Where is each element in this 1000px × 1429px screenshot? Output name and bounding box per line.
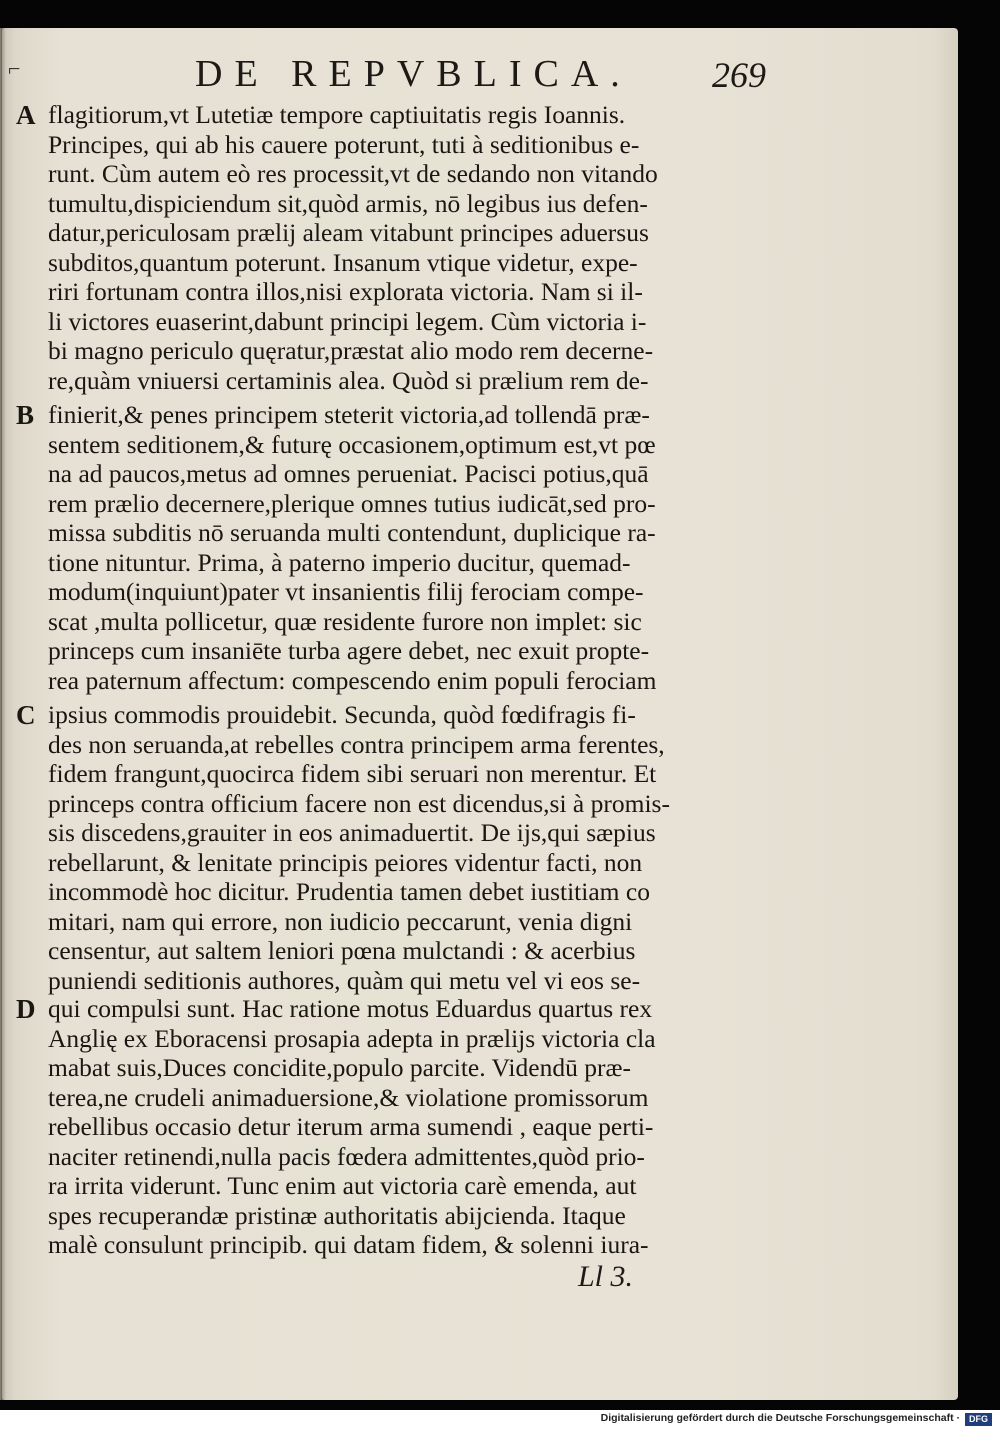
text-line: ipsius commodis prouidebit. Secunda, quòd fœdifragis fi- xyxy=(48,700,636,729)
dfg-logo: DFG xyxy=(965,1413,992,1426)
text-line: puniendi seditionis authores, quàm qui metu vel vi eos se- xyxy=(48,965,641,995)
text-line: runt. Cùm autem eò res processit,vt de sedando non vitando xyxy=(48,159,658,188)
text-line: subditos,quantum poterunt. Insanum vtique videtur, expe- xyxy=(48,247,638,277)
text-line: terea,ne crudeli animaduersione,& violatione promissorum xyxy=(48,1082,649,1112)
text-line: mitari, nam qui errore, non iudicio peccarunt, venia digni xyxy=(48,906,633,936)
text-line: Principes, qui ab his cauere poterunt, tuti à seditionibus e- xyxy=(48,129,640,159)
funding-credit: Digitalisierung gefördert durch die Deutsche Forschungsgemeinschaft · xyxy=(600,1412,960,1424)
text-line: spes recuperandæ pristinæ authoritatis abijcienda. Itaque xyxy=(48,1200,626,1230)
margin-marker-d: D xyxy=(16,994,36,1024)
text-line: censentur, aut saltem leniori pœna mulctandi : & acerbius xyxy=(48,936,636,965)
page-number: 269 xyxy=(712,55,766,95)
text-line: re,quàm vniuersi certaminis alea. Quòd si prælium rem de- xyxy=(48,365,649,395)
text-line: Anglię ex Eboracensi prosapia adepta in prælijs victoria cla xyxy=(48,1023,656,1053)
text-line: modum(inquiunt)pater vt insanientis filij ferociam compe- xyxy=(48,577,644,606)
corner-mark: ⌐ xyxy=(8,56,21,81)
text-line: rea paternum affectum: compescendo enim populi ferociam xyxy=(48,665,657,695)
footer-bar xyxy=(0,1410,1000,1429)
text-line: incommodè hoc dicitur. Prudentia tamen debet iustitiam co xyxy=(48,877,650,906)
text-line: riri fortunam contra illos,nisi explorata victoria. Nam si il- xyxy=(48,277,643,306)
margin-marker-a: A xyxy=(16,100,36,130)
text-line: qui compulsi sunt. Hac ratione motus Eduardus quartus rex xyxy=(48,994,653,1023)
text-line: li victores euaserint,dabunt principi legem. Cùm victoria i- xyxy=(48,306,647,336)
text-line: missa subditis nō seruanda multi contendunt, duplicique ra- xyxy=(48,518,656,547)
text-line: datur,periculosam prælij aleam vitabunt principes aduersus xyxy=(48,218,649,247)
text-line: princeps cum insaniēte turba agere debet, nec exuit propte- xyxy=(48,636,650,665)
text-line: rem prælio decernere,plerique omnes tutius iudicāt,sed pro- xyxy=(48,488,656,518)
page-edge-shadow xyxy=(0,28,6,1400)
text-line: naciter retinendi,nulla pacis fœdera admittentes,quòd prio- xyxy=(48,1141,645,1171)
text-line: finierit,& penes principem steterit victoria,ad tollendā præ- xyxy=(48,400,650,429)
text-line: sis discedens,grauiter in eos animaduertit. De ijs,qui sæpius xyxy=(48,818,656,847)
text-line: bi magno periculo quęratur,præstat alio modo rem decerne- xyxy=(48,336,654,365)
running-title: DE REPVBLICA. xyxy=(195,53,632,95)
text-line: des non seruanda,at rebelles contra principem arma ferentes, xyxy=(48,729,665,759)
text-line: flagitiorum,vt Lutetiæ tempore captiuitatis regis Ioannis. xyxy=(48,100,626,129)
signature-mark: Ll 3. xyxy=(578,1260,634,1293)
text-line: tione nituntur. Prima, à paterno imperio ducitur, quemad- xyxy=(48,547,631,577)
text-line: tumultu,dispiciendum sit,quòd armis, nō legibus ius defen- xyxy=(48,188,648,218)
text-line: rebellibus occasio detur iterum arma sumendi , eaque perti- xyxy=(48,1112,654,1141)
margin-marker-b: B xyxy=(16,400,35,430)
text-line: mabat suis,Duces concidite,populo parcite. Videndū præ- xyxy=(48,1053,631,1082)
text-line: malè consulunt principib. qui datam fidem, & solenni iura- xyxy=(48,1230,649,1259)
text-line: ra irrita viderunt. Tunc enim aut victoria carè emenda, aut xyxy=(48,1171,637,1200)
text-line: rebellarunt, & lenitate principis peiores videntur facti, non xyxy=(48,847,643,877)
page-header xyxy=(0,46,956,96)
text-line: na ad paucos,metus ad omnes perueniat. Pacisci potius,quā xyxy=(48,459,649,488)
text-line: fidem frangunt,quocirca fidem sibi seruari non merentur. Et xyxy=(48,759,657,788)
text-line: sentem seditionem,& futurę occasionem,optimum est,vt pœ xyxy=(48,429,656,459)
margin-marker-c: C xyxy=(16,700,36,730)
text-line: scat ,multa pollicetur, quæ residente furore non implet: sic xyxy=(48,606,642,636)
text-line: princeps contra officium facere non est dicendus,si à promis- xyxy=(48,788,670,818)
